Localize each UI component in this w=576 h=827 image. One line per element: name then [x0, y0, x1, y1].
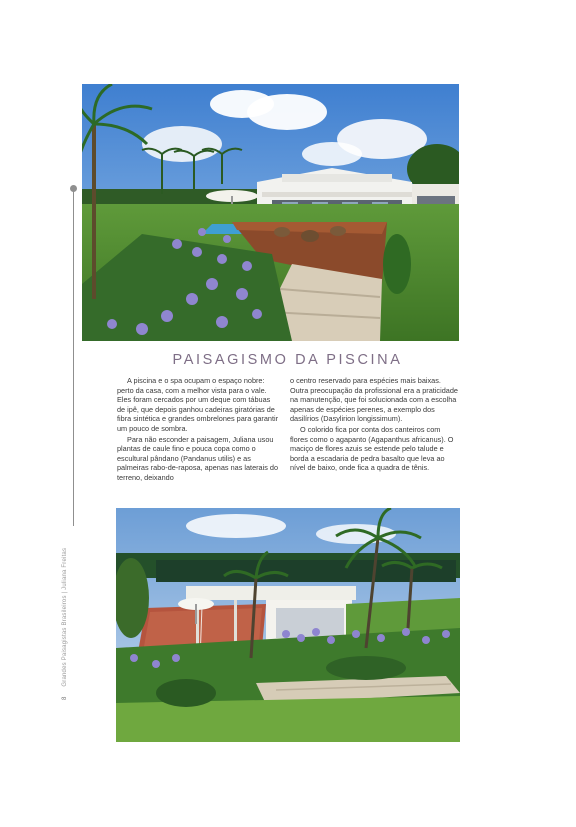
- publication-caption: Grandes Paisagistas Brasileiros | Juliana Freitas: [62, 547, 68, 687]
- photo-garden-tennis-court: [116, 508, 460, 742]
- vertical-footer-caption: [62, 548, 68, 700]
- villa-photo-illustration: [82, 84, 459, 341]
- margin-rule: [73, 188, 74, 526]
- paragraph: A piscina e o spa ocupam o espaço nobre: perto da casa, com a melhor vista para o vale. Eles foram cercados por um deque com tábuas de ipê, que depois ganhou cadeiras giratórias de fibra sintética e grandes ombrelones para garantir um pouco de sombra.: [117, 376, 279, 433]
- text-column-right: [290, 376, 460, 474]
- section-title: PAISAGISMO DA PISCINA: [172, 352, 403, 368]
- garden-photo-illustration: [116, 508, 460, 742]
- text-column-left: [117, 376, 280, 484]
- paragraph: Para não esconder a paisagem, Juliana usou plantas de caule fino e pouca copa como o escultural pândano (Pandanus utilis) e as palmeiras rabo-de-raposa, apenas nas laterais do terreno, deixando: [117, 434, 279, 482]
- paragraph: o centro reservado para espécies mais baixas. Outra preocupação da profissional era a praticidade na manutenção, que foi solucionada com a escolha apenas de espécies perenes, a exemplo dos dasilírios (Dasylirion longissimum).: [290, 376, 458, 424]
- paragraph: O colorido fica por conta dos canteiros com flores como o agapanto (Agapanthus africanus). O maciço de flores azuis se estende pelo talude e borda a escadaria de pedra basalto que leva ao nível de baixo, onde fica a quadra de tênis.: [290, 424, 454, 473]
- photo-villa-pool-deck: [82, 84, 459, 341]
- page-number: 8: [62, 696, 68, 700]
